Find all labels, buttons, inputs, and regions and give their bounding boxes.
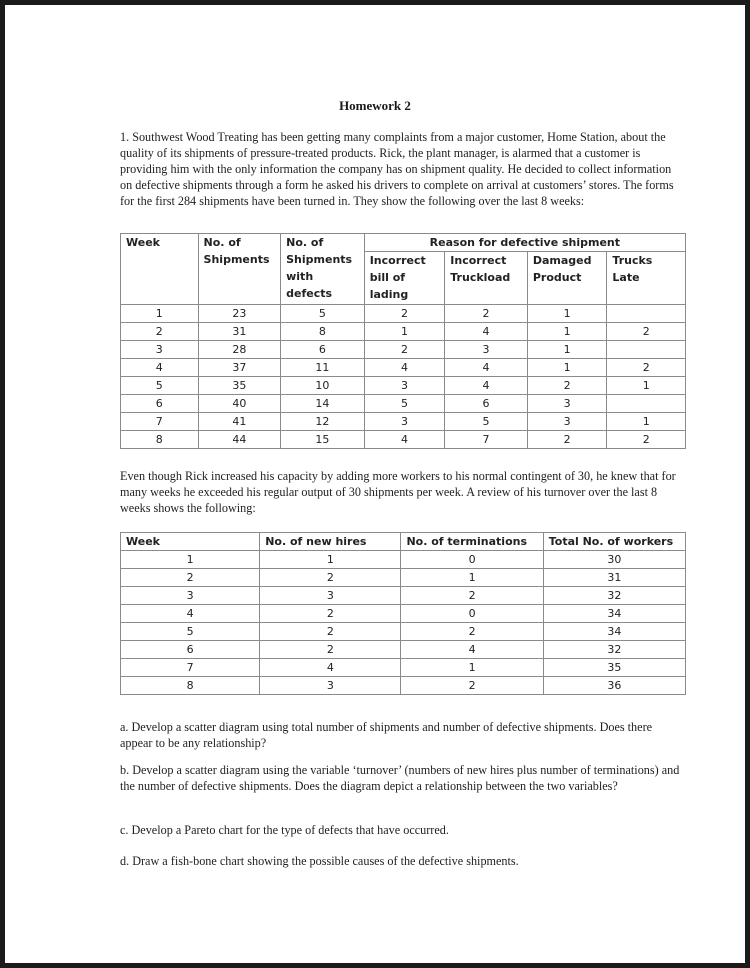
table-header-row	[121, 234, 686, 252]
cell-trucks-late	[607, 341, 686, 359]
cell-total-workers: 30	[543, 551, 685, 569]
cell-trucks-late: 2	[607, 431, 686, 449]
cell-new-hires: 2	[260, 605, 401, 623]
table-row	[121, 623, 686, 641]
table-row	[121, 677, 686, 695]
table-row	[121, 605, 686, 623]
table-row	[121, 341, 686, 359]
cell-week: 8	[121, 431, 199, 449]
cell-total-workers: 32	[543, 587, 685, 605]
question-d: d. Draw a fish-bone chart showing the possible causes of the defective shipments.	[120, 854, 519, 868]
cell-terminations: 2	[401, 623, 543, 641]
cell-terminations: 1	[401, 569, 543, 587]
cell-shipments: 40	[198, 395, 281, 413]
cell-bill-of-lading: 3	[364, 377, 445, 395]
table-row	[121, 323, 686, 341]
cell-defects: 5	[281, 305, 365, 323]
cell-new-hires: 2	[260, 569, 401, 587]
table-row	[121, 359, 686, 377]
table-header-row	[121, 533, 686, 551]
cell-total-workers: 31	[543, 569, 685, 587]
header-bill-of-lading: Incorrect bill of lading	[364, 252, 445, 305]
cell-new-hires: 1	[260, 551, 401, 569]
cell-bill-of-lading: 2	[364, 341, 445, 359]
cell-week: 3	[121, 341, 199, 359]
cell-total-workers: 34	[543, 623, 685, 641]
cell-shipments: 44	[198, 431, 281, 449]
cell-defects: 12	[281, 413, 365, 431]
cell-terminations: 2	[401, 677, 543, 695]
cell-new-hires: 4	[260, 659, 401, 677]
cell-shipments: 37	[198, 359, 281, 377]
cell-terminations: 4	[401, 641, 543, 659]
cell-shipments: 23	[198, 305, 281, 323]
cell-damaged: 2	[527, 431, 607, 449]
intro-paragraph: 1. Southwest Wood Treating has been getting many complaints from a major customer, Home Station, about the quality of its shipments of pressure-treated products. Rick, the plant manager, is alarmed that a customer is providing him with the only information the company has on shipment quality. He decided to collect information on defective shipments through a form he asked his drivers to complete on arrival at customers’ stores. The forms for the first 284 shipments have been turned in. They show the following over the last 8 weeks:	[120, 130, 674, 208]
cell-defects: 14	[281, 395, 365, 413]
header-total-workers: Total No. of workers	[543, 533, 685, 551]
cell-trucks-late	[607, 305, 686, 323]
cell-shipments: 41	[198, 413, 281, 431]
cell-week: 7	[121, 413, 199, 431]
cell-bill-of-lading: 3	[364, 413, 445, 431]
table-row	[121, 395, 686, 413]
cell-week: 7	[121, 659, 260, 677]
cell-total-workers: 36	[543, 677, 685, 695]
cell-trucks-late: 1	[607, 377, 686, 395]
cell-bill-of-lading: 4	[364, 431, 445, 449]
cell-defects: 10	[281, 377, 365, 395]
cell-week: 6	[121, 641, 260, 659]
question-a: a. Develop a scatter diagram using total number of shipments and number of defective shipments. Does there appear to be any relationship?	[120, 720, 653, 750]
cell-terminations: 0	[401, 551, 543, 569]
header-terminations: No. of terminations	[401, 533, 543, 551]
cell-truckload: 3	[445, 341, 528, 359]
cell-damaged: 2	[527, 377, 607, 395]
page-title: Homework 2	[339, 98, 411, 113]
cell-defects: 15	[281, 431, 365, 449]
header-reason-group: Reason for defective shipment	[364, 234, 685, 252]
cell-truckload: 4	[445, 323, 528, 341]
header-week: Week	[121, 533, 260, 551]
cell-bill-of-lading: 4	[364, 359, 445, 377]
table-row	[121, 641, 686, 659]
turnover-paragraph: Even though Rick increased his capacity by adding more workers to his normal contingent of 30, he knew that for many weeks he exceeded his regular output of 30 shipments per week. A review of his turnover over the last 8 weeks shows the following:	[120, 469, 676, 515]
cell-damaged: 1	[527, 359, 607, 377]
cell-new-hires: 2	[260, 641, 401, 659]
header-week: Week	[121, 234, 199, 305]
cell-week: 4	[121, 605, 260, 623]
cell-week: 6	[121, 395, 199, 413]
header-defects: No. of Shipments with defects	[281, 234, 365, 305]
cell-terminations: 0	[401, 605, 543, 623]
question-c: c. Develop a Pareto chart for the type of defects that have occurred.	[120, 823, 449, 837]
cell-shipments: 31	[198, 323, 281, 341]
cell-week: 2	[121, 323, 199, 341]
cell-bill-of-lading: 5	[364, 395, 445, 413]
cell-new-hires: 2	[260, 623, 401, 641]
cell-defects: 11	[281, 359, 365, 377]
cell-damaged: 3	[527, 413, 607, 431]
cell-total-workers: 34	[543, 605, 685, 623]
cell-damaged: 1	[527, 341, 607, 359]
cell-shipments: 28	[198, 341, 281, 359]
cell-new-hires: 3	[260, 677, 401, 695]
cell-damaged: 1	[527, 323, 607, 341]
cell-truckload: 6	[445, 395, 528, 413]
document-page	[5, 5, 745, 963]
cell-shipments: 35	[198, 377, 281, 395]
cell-week: 8	[121, 677, 260, 695]
cell-damaged: 3	[527, 395, 607, 413]
cell-defects: 6	[281, 341, 365, 359]
cell-total-workers: 35	[543, 659, 685, 677]
cell-trucks-late: 1	[607, 413, 686, 431]
cell-week: 5	[121, 623, 260, 641]
cell-week: 1	[121, 551, 260, 569]
table-row	[121, 431, 686, 449]
cell-trucks-late: 2	[607, 359, 686, 377]
question-b: b. Develop a scatter diagram using the variable ‘turnover’ (numbers of new hires plus number of terminations) and the number of defective shipments. Does the diagram depict a relationship between the two variables?	[120, 763, 680, 793]
cell-truckload: 5	[445, 413, 528, 431]
table-row	[121, 305, 686, 323]
header-shipments: No. of Shipments	[198, 234, 281, 305]
cell-new-hires: 3	[260, 587, 401, 605]
cell-trucks-late	[607, 395, 686, 413]
cell-truckload: 2	[445, 305, 528, 323]
table-row	[121, 569, 686, 587]
table-row	[121, 413, 686, 431]
cell-terminations: 2	[401, 587, 543, 605]
header-damaged: Damaged Product	[527, 252, 607, 305]
cell-truckload: 4	[445, 359, 528, 377]
cell-defects: 8	[281, 323, 365, 341]
cell-total-workers: 32	[543, 641, 685, 659]
cell-week: 1	[121, 305, 199, 323]
turnover-table	[120, 532, 686, 695]
cell-bill-of-lading: 2	[364, 305, 445, 323]
cell-week: 2	[121, 569, 260, 587]
cell-truckload: 7	[445, 431, 528, 449]
header-trucks-late: Trucks Late	[607, 252, 686, 305]
table-row	[121, 659, 686, 677]
cell-week: 5	[121, 377, 199, 395]
cell-week: 3	[121, 587, 260, 605]
cell-damaged: 1	[527, 305, 607, 323]
table-row	[121, 587, 686, 605]
cell-trucks-late: 2	[607, 323, 686, 341]
cell-week: 4	[121, 359, 199, 377]
header-truckload: Incorrect Truckload	[445, 252, 528, 305]
table-row	[121, 551, 686, 569]
shipments-table	[120, 233, 686, 449]
cell-bill-of-lading: 1	[364, 323, 445, 341]
cell-terminations: 1	[401, 659, 543, 677]
cell-truckload: 4	[445, 377, 528, 395]
header-new-hires: No. of new hires	[260, 533, 401, 551]
table-row	[121, 377, 686, 395]
